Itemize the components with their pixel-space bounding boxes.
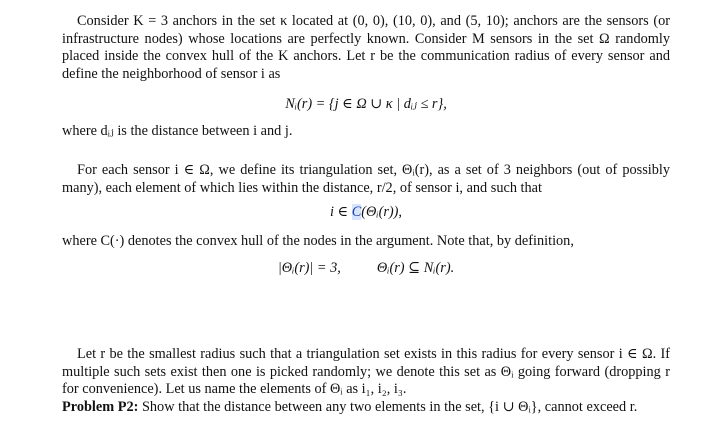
equation-set-properties <box>62 260 670 278</box>
subset-formula: Θᵢ(r) ⊆ Nᵢ(r). <box>376 260 455 276</box>
paragraph-anchors: Consider K = 3 anchors in the set κ located at (0, 0), (10, 0), and (5, 10); anchors are the sensors (or infrastructure nodes) whose locations are perfectly known. Consider M sensors in the set Ω randomly placed inside the convex hull of the K anchors. Let r be the communication radius of every sensor and define the neighborhood of sensor i as <box>62 13 670 82</box>
cardinality-formula: |Θᵢ(r)| = 3, <box>277 260 341 276</box>
paragraph-distance-def: where dᵢⱼ is the distance between i and j. <box>62 123 293 139</box>
equation-neighborhood <box>62 96 670 114</box>
paragraph-convex-hull-def: where C(·) denotes the convex hull of the nodes in the argument. Note that, by definition, <box>62 233 574 249</box>
convex-hull-prefix: i ∈ <box>329 204 352 220</box>
paragraph-triangulation: For each sensor i ∈ Ω, we define its triangulation set, Θᵢ(r), as a set of 3 neighbors (out of possibly many), each element of which lies within the distance, r/2, of sensor i, and such that <box>62 162 670 196</box>
problem-statement: Show that the distance between any two elements in the set, {i ∪ Θᵢ}, cannot exceed r. <box>138 398 638 415</box>
paragraph-problem <box>62 346 670 416</box>
highlighted-symbol: C <box>351 204 362 220</box>
neighborhood-formula: Nᵢ(r) = {j ∈ Ω ∪ κ | dᵢⱼ ≤ r}, <box>285 96 447 112</box>
problem-label: Problem P2: <box>62 398 139 415</box>
convex-hull-suffix: (Θᵢ(r)), <box>361 204 403 220</box>
equation-convex-hull <box>62 204 670 222</box>
problem-intro: Let r be the smallest radius such that a triangulation set exists in this radius for every sensor i ∈ Ω. If multiple such sets exist then one is picked randomly; we denote this set as Θᵢ going forward (dropping r for convenience). Let us name the elements of Θᵢ as i₁, i₂, i₃. <box>62 346 670 397</box>
